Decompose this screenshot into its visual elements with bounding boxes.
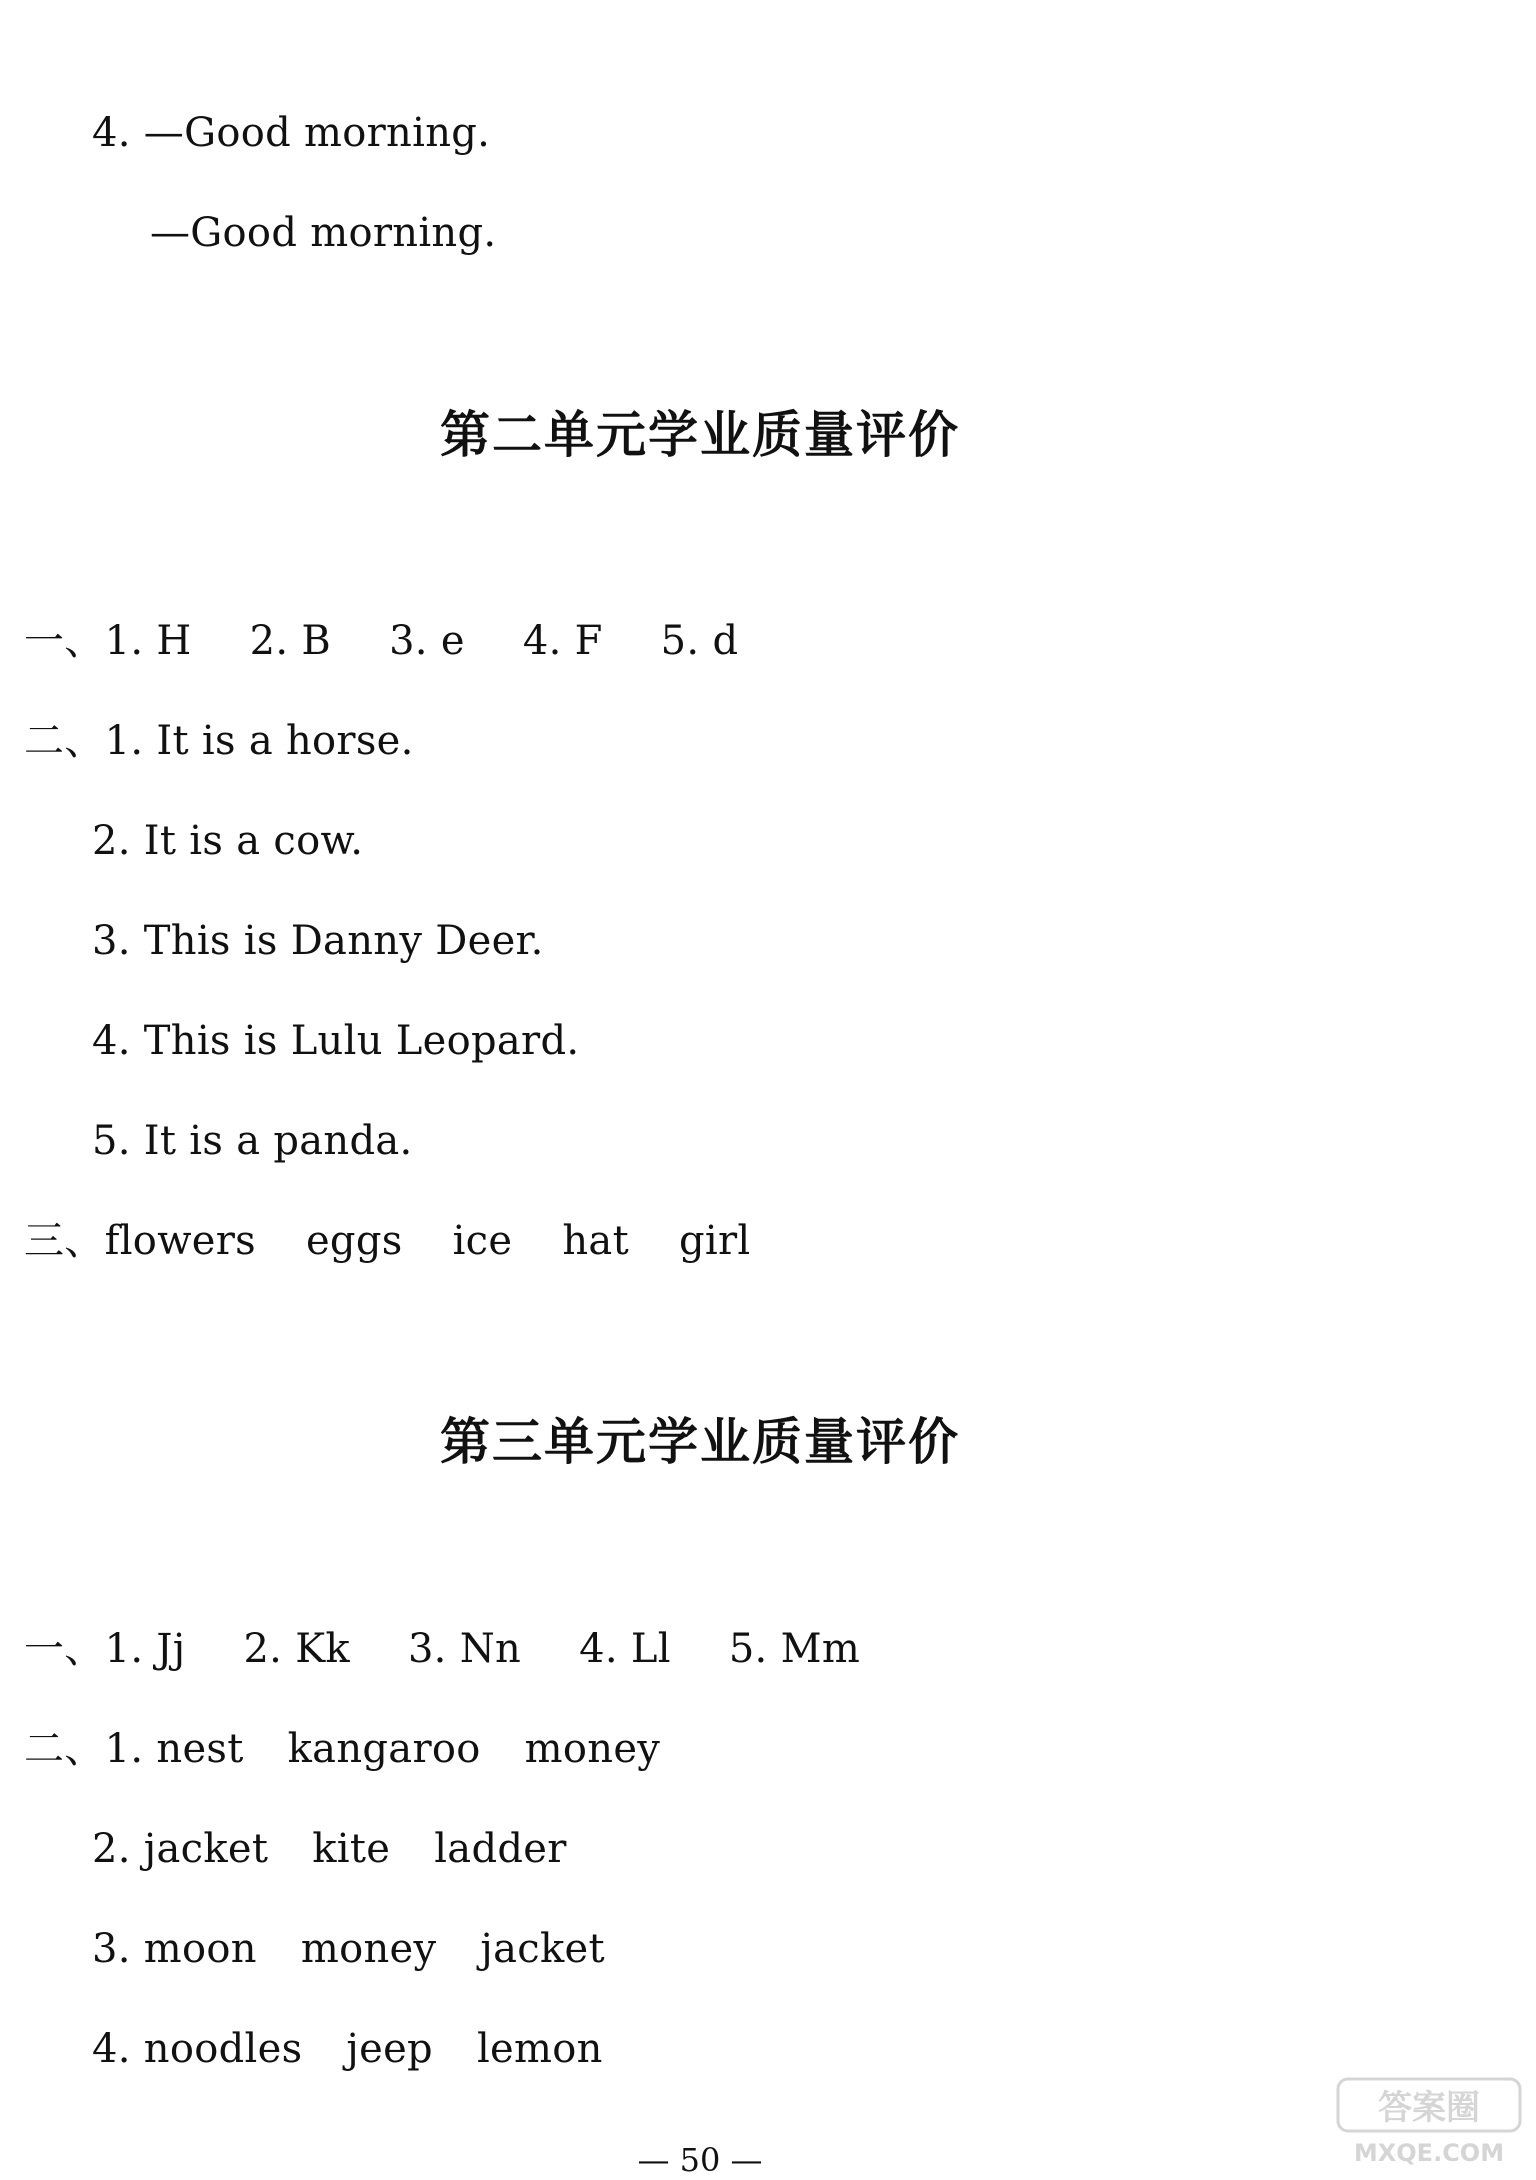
answer-word: moon — [143, 1926, 257, 1972]
watermark-logo — [1334, 2075, 1524, 2170]
item-number: 4. — [92, 2026, 131, 2072]
answer-line — [92, 1924, 605, 1974]
answer-item: 4. F — [522, 618, 603, 664]
answer-line: 4. This is Lulu Leopard. — [92, 1018, 580, 1064]
answer-line — [24, 616, 738, 666]
answer-item: 2. Kk — [243, 1626, 350, 1672]
answer-word: hat — [562, 1218, 629, 1264]
answer-word: eggs — [305, 1218, 403, 1264]
answer-word: kite — [312, 1826, 391, 1872]
answer-item: 3. Nn — [407, 1626, 522, 1672]
answer-item: 2. B — [249, 618, 332, 664]
item-number: 2. — [92, 1826, 131, 1872]
answer-word: ice — [452, 1218, 513, 1264]
answer-item: 1. It is a horse. — [104, 718, 414, 764]
section-label: 二、 — [24, 1726, 105, 1772]
answer-item: 5. d — [660, 618, 739, 664]
answer-word: nest — [156, 1726, 244, 1772]
item-number: 1. — [104, 1726, 144, 1772]
svg-text:MXQE.COM: MXQE.COM — [1353, 2139, 1505, 2167]
answer-word: money — [524, 1726, 661, 1772]
answer-item: 1. H — [104, 618, 192, 664]
svg-text:答案圈: 答案圈 — [1378, 2088, 1480, 2128]
answer-line — [24, 1724, 660, 1774]
answer-item: 5. Mm — [728, 1626, 861, 1672]
answer-word: money — [300, 1926, 437, 1972]
answer-line: 3. This is Danny Deer. — [92, 918, 544, 964]
answer-line — [92, 1824, 567, 1874]
answer-line — [24, 716, 414, 766]
answer-line — [92, 2024, 603, 2074]
answer-line — [24, 1624, 860, 1674]
section-heading: 第二单元学业质量评价 — [440, 406, 960, 464]
answer-word: kangaroo — [287, 1726, 481, 1772]
section-label: 二、 — [24, 718, 105, 764]
section-label: 一、 — [24, 618, 105, 664]
answer-word: jeep — [346, 2026, 433, 2072]
answer-line — [24, 1216, 750, 1266]
answer-line: —Good morning. — [150, 210, 497, 256]
answer-line: 2. It is a cow. — [92, 818, 364, 864]
section-label: 一、 — [24, 1626, 105, 1672]
answer-line: 5. It is a panda. — [92, 1118, 413, 1164]
answer-word: lemon — [476, 2026, 603, 2072]
answer-word: girl — [678, 1218, 751, 1264]
answer-word: noodles — [143, 2026, 303, 2072]
section-label: 三、 — [24, 1218, 105, 1264]
answer-word: flowers — [104, 1218, 256, 1264]
answer-item: 1. Jj — [104, 1626, 186, 1672]
item-number: 3. — [92, 1926, 131, 1972]
answer-item: 4. Ll — [579, 1626, 671, 1672]
answer-item: 3. e — [389, 618, 465, 664]
page-number: — 50 — — [637, 2141, 763, 2179]
answer-word: ladder — [434, 1826, 567, 1872]
section-heading: 第三单元学业质量评价 — [440, 1413, 960, 1471]
answer-word: jacket — [143, 1826, 269, 1872]
answer-word: jacket — [480, 1926, 605, 1972]
answer-line: 4. —Good morning. — [92, 110, 491, 156]
